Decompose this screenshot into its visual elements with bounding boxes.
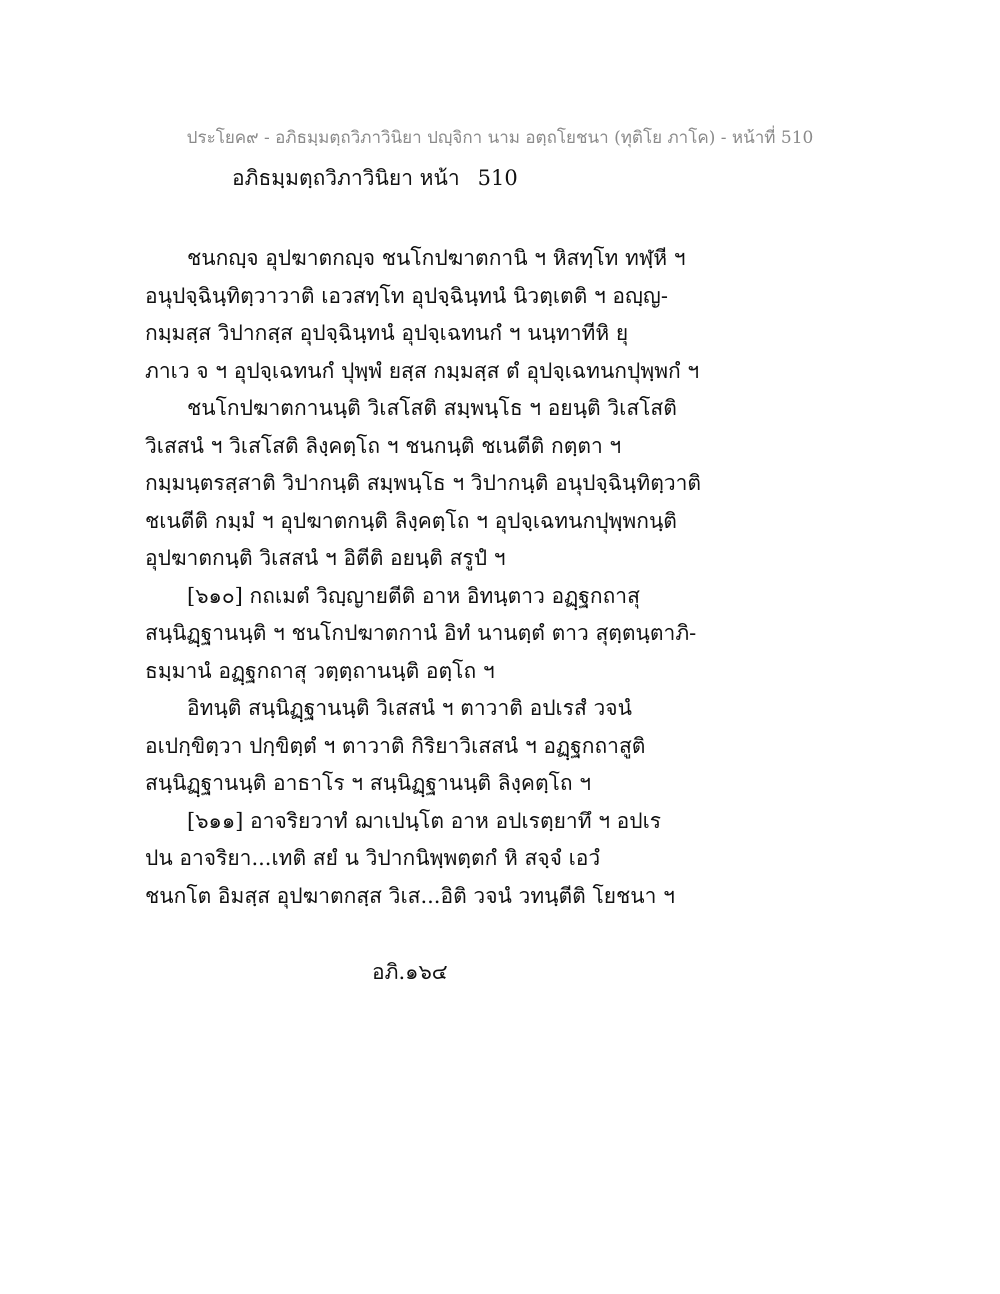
text-line: ชนกโต อิมสฺส อุปฆาตกสฺส วิเส...อิติ วจนํ วทนฺตีติ โยชนา ฯ bbox=[145, 883, 675, 908]
page-title-text: อภิธมฺมตฺถวิภาวินิยา หน้า bbox=[232, 166, 460, 190]
text-line: อนุปจฺฉินฺทิตฺวาวาติ เอวสทฺโท อุปจฺฉินฺทนํ นิวตฺเตติ ฯ อญฺญ- bbox=[145, 283, 668, 308]
text-line: ธมฺมานํ อฏฺฐกถาสุ วตฺตฺถานนฺติ อตฺโถ ฯ bbox=[145, 658, 495, 683]
text-line: อุปฆาตกนฺติ วิเสสนํ ฯ อิตีติ อยนฺติ สรูปํ ฯ bbox=[145, 546, 506, 570]
body-text bbox=[145, 240, 865, 915]
footer-reference: อภิ.๑๖๔ bbox=[372, 960, 448, 984]
text-line: [๖๑๑] อาจริยวาทํ ฌาเปนฺโต อาห อปเรตฺยาทึ ฯ อปเร bbox=[187, 808, 662, 833]
text-line: วิเสสนํ ฯ วิเสโสติ ลิงฺคตฺโถ ฯ ชนกนฺติ ชเนตีติ กตฺตา ฯ bbox=[145, 433, 622, 458]
page-number: 510 bbox=[477, 166, 518, 190]
text-line: ชเนตีติ กมฺมํ ฯ อุปฆาตกนฺติ ลิงฺคตฺโถ ฯ อุปจฺเฉทนกปุพฺพกนฺติ bbox=[145, 508, 677, 533]
running-header: ประโยค๙ - อภิธมฺมตฺถวิภาวินิยา ปญฺจิกา นาม อตฺถโยชนา (ทุติโย ภาโค) - หน้าที่ 510 bbox=[186, 128, 814, 148]
text-line: สนฺนิฏฺฐานนฺติ อาธาโร ฯ สนฺนิฏฺฐานนฺติ ลิงฺคตฺโถ ฯ bbox=[145, 771, 592, 795]
text-line: ภาเว จ ฯ อุปจฺเฉทนกํ ปุพฺพํ ยสฺส กมฺมสฺส ตํ อุปจฺเฉทนกปุพฺพกํ ฯ bbox=[145, 358, 700, 383]
text-line: [๖๑๐] กถเมตํ วิญฺญายตีติ อาห อิทนฺตาว อฏฺฐกถาสุ bbox=[187, 583, 640, 608]
text-line: ชนโกปฆาตกานนฺติ วิเสโสติ สมฺพนฺโธ ฯ อยนฺติ วิเสโสติ bbox=[187, 396, 677, 420]
text-line: ปน อาจริยา...เทติ สยํ น วิปากนิพฺพตฺตกํ หิ สจฺจํ เอวํ bbox=[145, 846, 601, 870]
text-line: สนฺนิฏฺฐานนฺติ ฯ ชนโกปฆาตกานํ อิทํ นานตฺตํ ตาว สุตฺตนฺตาภิ- bbox=[145, 621, 697, 645]
page-title bbox=[232, 162, 518, 195]
text-line: อิทนฺติ สนฺนิฏฺฐานนฺติ วิเสสนํ ฯ ตาวาติ อปเรสํ วจนํ bbox=[187, 696, 632, 720]
text-line: กมฺมสฺส วิปากสฺส อุปจฺฉินฺทนํ อุปจฺเฉทนกํ ฯ นนฺทาทีหิ ยุ bbox=[145, 321, 629, 345]
text-line: กมฺมนฺตรสฺสาติ วิปากนฺติ สมฺพนฺโธ ฯ วิปากนฺติ อนุปจฺฉินฺทิตฺวาติ bbox=[145, 471, 702, 495]
text-line: อเปกฺขิตฺวา ปกฺขิตฺตํ ฯ ตาวาติ กิริยาวิเสสนํ ฯ อฏฺฐกถาสูติ bbox=[145, 733, 646, 758]
text-line: ชนกญฺจ อุปฆาตกญฺจ ชนโกปฆาตกานิ ฯ หิสทฺโท ทฬฺหี ฯ bbox=[187, 246, 686, 270]
